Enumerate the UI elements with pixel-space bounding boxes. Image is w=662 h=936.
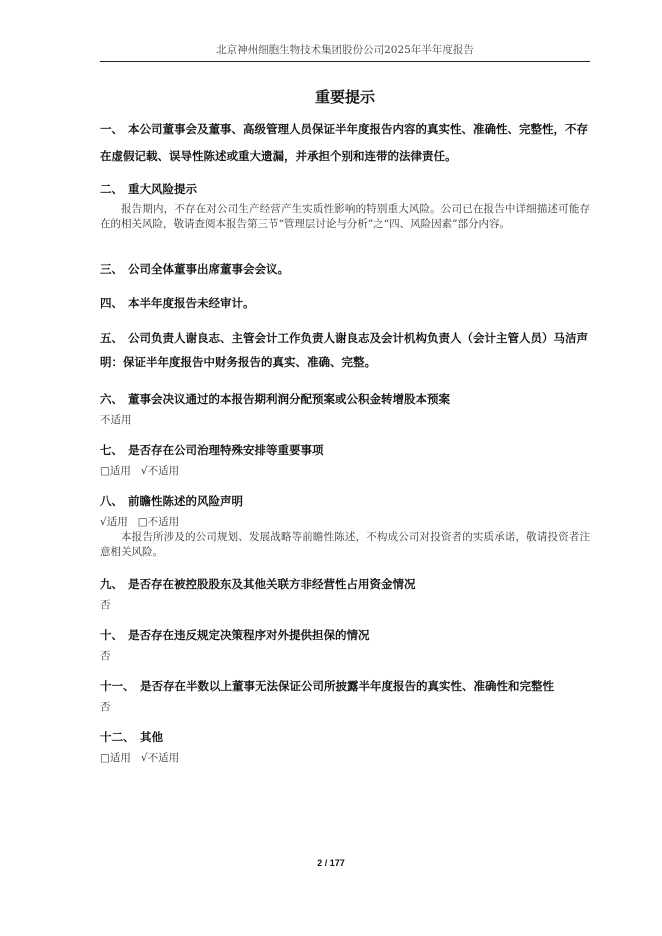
section-heading: 是否存在半数以上董事无法保证公司所披露半年度报告的真实性、准确性和完整性: [140, 679, 554, 693]
section-heading: 是否存在公司治理特殊安排等重要事项: [128, 443, 324, 457]
section-answer: 否: [100, 650, 111, 662]
header-divider: [100, 61, 590, 62]
section-5: [100, 326, 590, 374]
section-answer: 否: [100, 701, 111, 713]
option-applicable-checkbox: □适用: [100, 465, 131, 477]
section-number: 三、: [100, 262, 123, 276]
section-number: 十一、: [100, 679, 135, 693]
section-number: 一、: [100, 122, 123, 136]
section-2: [100, 176, 590, 232]
section-body: 报告期内，不存在对公司生产经营产生实质性影响的特别重大风险。公司已在报告中详细描述可能存在的相关风险，敬请查阅本报告第三节“管理层讨论与分析”之“四、风险因素”部分内容。: [100, 203, 590, 230]
section-text: 本公司董事会及董事、高级管理人员保证半年度报告内容的真实性、准确性、完整性，不存在虚假记载、误导性陈述或重大遗漏，并承担个别和连带的法律责任。: [100, 122, 588, 163]
section-12: [100, 724, 590, 766]
section-number: 八、: [100, 494, 123, 508]
section-text: 公司全体董事出席董事会会议。: [128, 262, 289, 276]
option-not-applicable-checkbox: □不适用: [137, 516, 180, 528]
section-8: [100, 488, 590, 560]
section-number: 四、: [100, 296, 123, 310]
section-number: 二、: [100, 182, 123, 196]
option-applicable-checkbox: √适用: [100, 516, 128, 528]
option-applicable-checkbox: □适用: [100, 752, 131, 764]
section-10: [100, 622, 590, 664]
section-11: [100, 673, 590, 715]
page-number: 2 / 177: [317, 858, 345, 868]
section-text: 公司负责人谢良志、主管会计工作负责人谢良志及会计机构负责人（会计主管人员）马洁声明：保证半年度报告中财务报告的真实、准确、完整。: [100, 331, 588, 369]
section-heading: 前瞻性陈述的风险声明: [128, 494, 243, 508]
section-answer: 否: [100, 599, 111, 611]
section-number: 九、: [100, 577, 123, 591]
section-heading: 其他: [140, 730, 163, 744]
section-number: 五、: [100, 331, 123, 345]
page-title: 重要提示: [314, 88, 375, 106]
option-not-applicable-checkbox: √不适用: [140, 465, 180, 477]
section-3: [100, 256, 590, 282]
section-7: [100, 437, 590, 479]
section-body: 本报告所涉及的公司规划、发展战略等前瞻性陈述，不构成公司对投资者的实质承诺，敬请投资者注意相关风险。: [100, 531, 590, 558]
section-answer: 不适用: [100, 414, 132, 426]
section-text: 本半年度报告未经审计。: [128, 296, 255, 310]
running-header: 北京神州细胞生物技术集团股份公司2025年半年度报告: [216, 44, 474, 56]
section-number: 七、: [100, 443, 123, 457]
section-heading: 是否存在被控股股东及其他关联方非经营性占用资金情况: [128, 577, 416, 591]
section-4: [100, 290, 590, 316]
section-number: 六、: [100, 392, 123, 406]
section-heading: 是否存在违反规定决策程序对外提供担保的情况: [128, 628, 370, 642]
section-heading: 重大风险提示: [128, 182, 197, 196]
section-heading: 董事会决议通过的本报告期利润分配预案或公积金转增股本预案: [128, 392, 450, 406]
option-not-applicable-checkbox: √不适用: [140, 752, 180, 764]
section-number: 十二、: [100, 730, 135, 744]
section-1: [100, 116, 590, 170]
section-number: 十、: [100, 628, 123, 642]
section-6: [100, 386, 590, 428]
section-9: [100, 571, 590, 613]
